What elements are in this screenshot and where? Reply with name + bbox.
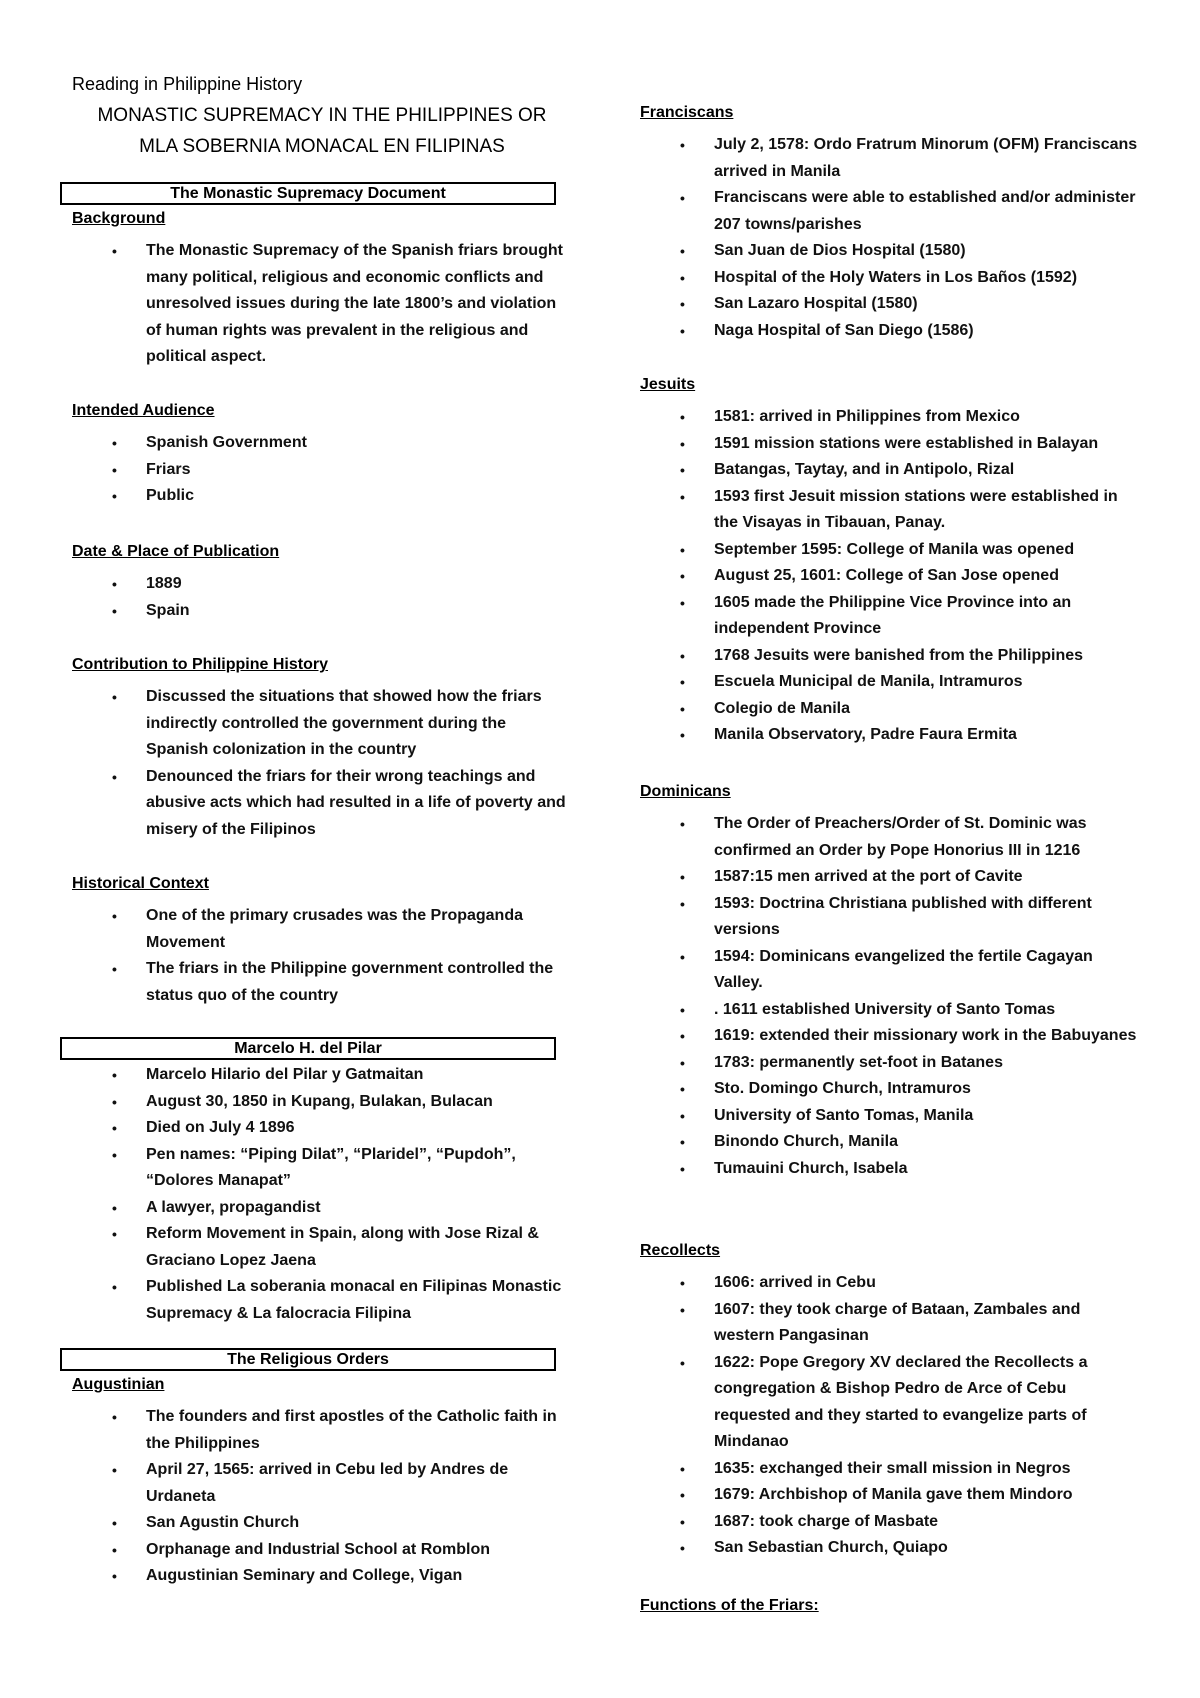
- section-intended-audience: [72, 400, 572, 510]
- bullet-icon: •: [680, 322, 685, 339]
- section-recollects: [640, 1240, 1140, 1562]
- bullet-icon: •: [112, 1199, 117, 1216]
- list-item: [640, 1482, 1140, 1509]
- bullet-icon: •: [680, 190, 685, 206]
- bullet-icon: •: [112, 689, 117, 705]
- document-title: [72, 100, 572, 162]
- bullet-icon: •: [112, 1146, 117, 1163]
- section-publication: [72, 541, 572, 624]
- list-item: [640, 643, 1140, 670]
- list-item: [640, 891, 1140, 944]
- bullet-icon: •: [680, 816, 685, 832]
- bullet-icon: •: [112, 602, 117, 619]
- section-historical-context: [72, 873, 572, 1009]
- section-del-pilar: [72, 1060, 572, 1327]
- bullet-icon: •: [680, 948, 685, 965]
- list-item-text: The friars in the Philippine government controlled the status quo of the country: [146, 960, 554, 1004]
- bullet-icon: •: [680, 1460, 685, 1477]
- title-line-1: MONASTIC SUPREMACY IN THE PHILIPPINES OR: [97, 105, 547, 126]
- list-item-text: Binondo Church, Manila: [714, 1133, 898, 1150]
- list-item-text: August 30, 1850 in Kupang, Bulakan, Bulacan: [146, 1092, 493, 1110]
- list-item: [640, 722, 1140, 749]
- section-title-augustinian: Augustinian: [72, 1376, 165, 1393]
- list-item: [72, 1195, 572, 1222]
- list-item: [640, 132, 1140, 185]
- bullet-icon: •: [680, 137, 685, 153]
- section-contribution: [72, 654, 572, 843]
- bullet-icon: •: [112, 1120, 117, 1136]
- bullet-icon: •: [680, 647, 685, 664]
- background-list: [72, 238, 572, 371]
- bullet-icon: •: [680, 269, 685, 286]
- list-item-text: The Monastic Supremacy of the Spanish friars brought many political, religious and economic conflicts and unresolved issues during the late 1800’s and violation of human rights was prevalent in the religious and political aspect.: [146, 242, 563, 365]
- dominicans-list: [640, 811, 1140, 1182]
- list-item: [640, 696, 1140, 723]
- list-item-text: Friars: [146, 460, 191, 478]
- bullet-icon: •: [680, 243, 685, 259]
- context-list: [72, 903, 572, 1009]
- bullet-icon: •: [680, 1301, 685, 1318]
- list-item-text: 1783: permanently set-foot in Batanes: [714, 1053, 1003, 1071]
- list-item-text: Died on July 4 1896: [146, 1119, 295, 1136]
- list-item-text: Batangas, Taytay, and in Antipolo, Rizal: [714, 461, 1015, 478]
- section-title-contribution: Contribution to Philippine History: [72, 656, 328, 673]
- list-item-text: The founders and first apostles of the Catholic faith in the Philippines: [146, 1408, 557, 1452]
- course-title: Reading in Philippine History: [72, 74, 303, 94]
- section-title-audience: Intended Audience: [72, 402, 215, 419]
- bullet-icon: •: [680, 869, 685, 885]
- bullet-icon: •: [112, 908, 117, 924]
- list-item-text: 1889: [146, 575, 182, 592]
- list-item: [72, 1537, 572, 1564]
- list-item: [640, 563, 1140, 590]
- list-item-text: 1607: they took charge of Bataan, Zambales and western Pangasinan: [714, 1300, 1081, 1344]
- list-item-text: Spanish Government: [146, 434, 307, 451]
- list-item-text: 1687: took charge of Masbate: [714, 1512, 939, 1530]
- bullet-icon: •: [112, 576, 117, 592]
- list-item: [640, 238, 1140, 265]
- bullet-icon: •: [112, 488, 117, 504]
- del-pilar-list: [72, 1062, 572, 1327]
- list-item: [72, 483, 572, 510]
- list-item-text: 1606: arrived in Cebu: [714, 1274, 876, 1291]
- bullet-icon: •: [112, 961, 117, 977]
- list-item: [640, 1129, 1140, 1156]
- list-item: [640, 997, 1140, 1024]
- list-item: [640, 1297, 1140, 1350]
- list-item-text: Marcelo Hilario del Pilar y Gatmaitan: [146, 1066, 424, 1083]
- list-item-text: Tumauini Church, Isabela: [714, 1159, 908, 1177]
- bullet-icon: •: [112, 435, 117, 451]
- list-item-text: San Lazaro Hospital (1580): [714, 295, 918, 312]
- list-item: [640, 1535, 1140, 1562]
- section-dominicans: [640, 781, 1140, 1182]
- section-title-publication: Date & Place of Publication: [72, 543, 280, 560]
- list-item-text: San Juan de Dios Hospital (1580): [714, 242, 966, 259]
- list-item: [72, 598, 572, 625]
- bullet-icon: •: [112, 1226, 117, 1242]
- list-item: [72, 1142, 572, 1195]
- list-item-text: Discussed the situations that showed how the friars indirectly controlled the government during the Spanish colonization in the country: [146, 688, 542, 758]
- list-item: [640, 484, 1140, 537]
- bullet-icon: •: [112, 1462, 117, 1478]
- section-title-jesuits: Jesuits: [640, 376, 696, 393]
- bullet-icon: •: [112, 1067, 117, 1083]
- section-title-background: Background: [72, 210, 166, 227]
- jesuits-list: [640, 404, 1140, 749]
- list-item-text: 1587:15 men arrived at the port of Cavite: [714, 868, 1023, 885]
- list-item-text: Pen names: “Piping Dilat”, “Plaridel”, “Pupdoh”, “Dolores Manapat”: [146, 1145, 516, 1189]
- list-item: [640, 1023, 1140, 1050]
- list-item-text: A lawyer, propagandist: [146, 1198, 321, 1216]
- list-item-text: 1591 mission stations were established in Balayan: [714, 434, 1099, 452]
- list-item: [640, 811, 1140, 864]
- bullet-icon: •: [680, 1275, 685, 1291]
- section-functions: [640, 1595, 1140, 1617]
- list-item-text: Sto. Domingo Church, Intramuros: [714, 1080, 971, 1097]
- bullet-icon: •: [112, 1409, 117, 1425]
- bullet-icon: •: [680, 409, 685, 425]
- list-item: [640, 1050, 1140, 1077]
- list-item: [72, 457, 572, 484]
- section-box-religious-orders: The Religious Orders: [60, 1348, 556, 1371]
- bullet-icon: •: [680, 488, 685, 505]
- list-item: [640, 431, 1140, 458]
- list-item-text: 1593: Doctrina Christiana published with different versions: [714, 894, 1092, 938]
- list-item: [640, 185, 1140, 238]
- list-item-text: Augustinian Seminary and College, Vigan: [146, 1567, 463, 1584]
- list-item-text: Denounced the friars for their wrong teachings and abusive acts which had resulted in a life of poverty and misery of the Filipinos: [146, 767, 566, 838]
- bullet-icon: •: [112, 1093, 117, 1110]
- bullet-icon: •: [680, 435, 685, 452]
- list-item-text: 1679: Archbishop of Manila gave them Mindoro: [714, 1486, 1073, 1503]
- list-item: [72, 430, 572, 457]
- list-item-text: Hospital of the Holy Waters in Los Baños (1592): [714, 268, 1078, 286]
- section-jesuits: [640, 374, 1140, 749]
- list-item: [72, 903, 572, 956]
- section-title-dominicans: Dominicans: [640, 783, 731, 800]
- list-item-text: San Agustin Church: [146, 1514, 300, 1531]
- list-item: [640, 864, 1140, 891]
- list-item-text: University of Santo Tomas, Manila: [714, 1106, 974, 1124]
- list-item-text: The Order of Preachers/Order of St. Dominic was confirmed an Order by Pope Honorius III in 1216: [714, 815, 1087, 859]
- list-item-text: 1581: arrived in Philippines from Mexico: [714, 408, 1020, 425]
- list-item: [640, 1270, 1140, 1297]
- list-item-text: April 27, 1565: arrived in Cebu led by Andres de Urdaneta: [146, 1461, 509, 1505]
- list-item: [72, 1115, 572, 1142]
- section-background: [72, 208, 572, 371]
- bullet-icon: •: [680, 1160, 685, 1177]
- section-title-franciscans: Franciscans: [640, 104, 734, 121]
- augustinian-list: [72, 1404, 572, 1590]
- list-item: [72, 1563, 572, 1590]
- list-item-text: August 25, 1601: College of San Jose opened: [714, 567, 1059, 584]
- list-item: [72, 1089, 572, 1116]
- section-box-monastic-document: The Monastic Supremacy Document: [60, 182, 556, 205]
- section-box-del-pilar: Marcelo H. del Pilar: [60, 1037, 556, 1060]
- bullet-icon: •: [680, 700, 685, 717]
- list-item: [640, 590, 1140, 643]
- section-title-context: Historical Context: [72, 875, 209, 892]
- bullet-icon: •: [112, 1279, 117, 1295]
- bullet-icon: •: [680, 1081, 685, 1097]
- list-item: [640, 1456, 1140, 1483]
- contribution-list: [72, 684, 572, 843]
- bullet-icon: •: [680, 895, 685, 912]
- list-item-text: . 1611 established University of Santo Tomas: [714, 1000, 1056, 1018]
- list-item-text: 1593 first Jesuit mission stations were established in the Visayas in Tibauan, Panay.: [714, 487, 1118, 531]
- title-line-2: MLA SOBERNIA MONACAL EN FILIPINAS: [139, 136, 505, 157]
- section-augustinian: [72, 1374, 572, 1590]
- list-item: [72, 238, 572, 371]
- bullet-icon: •: [680, 296, 685, 312]
- list-item: [640, 1350, 1140, 1456]
- list-item: [640, 265, 1140, 292]
- bullet-icon: •: [680, 727, 685, 743]
- bullet-icon: •: [680, 541, 685, 558]
- bullet-icon: •: [680, 1513, 685, 1530]
- list-item-text: 1768 Jesuits were banished from the Philippines: [714, 646, 1084, 664]
- list-item: [72, 1274, 572, 1327]
- bullet-icon: •: [112, 1515, 117, 1531]
- section-title-functions: Functions of the Friars:: [640, 1597, 819, 1614]
- list-item: [640, 1076, 1140, 1103]
- list-item: [640, 669, 1140, 696]
- bullet-icon: •: [112, 461, 117, 478]
- list-item-text: Orphanage and Industrial School at Romblon: [146, 1540, 491, 1558]
- list-item: [72, 1457, 572, 1510]
- section-title-recollects: Recollects: [640, 1242, 721, 1259]
- bullet-icon: •: [680, 1001, 685, 1018]
- bullet-icon: •: [680, 1354, 685, 1371]
- audience-list: [72, 430, 572, 510]
- bullet-icon: •: [680, 462, 685, 478]
- bullet-icon: •: [112, 1541, 117, 1558]
- bullet-icon: •: [680, 674, 685, 690]
- list-item: [640, 457, 1140, 484]
- list-item: [72, 1221, 572, 1274]
- list-item: [72, 956, 572, 1009]
- list-item-text: Reform Movement in Spain, along with Jose Rizal & Graciano Lopez Jaena: [146, 1225, 539, 1269]
- list-item-text: Escuela Municipal de Manila, Intramuros: [714, 673, 1023, 690]
- bullet-icon: •: [680, 1540, 685, 1556]
- list-item-text: July 2, 1578: Ordo Fratrum Minorum (OFM) Franciscans arrived in Manila: [714, 136, 1138, 180]
- list-item-text: 1622: Pope Gregory XV declared the Recollects a congregation & Bishop Pedro de Arce of Cebu requested and they started to evangelize parts of Mindanao: [714, 1353, 1088, 1450]
- bullet-icon: •: [112, 243, 117, 259]
- bullet-icon: •: [112, 1568, 117, 1584]
- list-item-text: Franciscans were able to established and/or administer 207 towns/parishes: [714, 189, 1136, 233]
- list-item: [640, 1103, 1140, 1130]
- franciscans-list: [640, 132, 1140, 344]
- list-item: [640, 1509, 1140, 1536]
- bullet-icon: •: [680, 1107, 685, 1124]
- list-item: [72, 1062, 572, 1089]
- list-item: [72, 764, 572, 844]
- list-item-text: 1594: Dominicans evangelized the fertile Cagayan Valley.: [714, 947, 1093, 991]
- list-item: [640, 318, 1140, 345]
- bullet-icon: •: [112, 768, 117, 785]
- bullet-icon: •: [680, 568, 685, 584]
- list-item-text: Published La soberania monacal en Filipinas Monastic Supremacy & La falocracia Filipina: [146, 1278, 562, 1322]
- list-item-text: Spain: [146, 601, 190, 619]
- list-item: [72, 684, 572, 764]
- list-item-text: 1635: exchanged their small mission in Negros: [714, 1459, 1071, 1477]
- recollects-list: [640, 1270, 1140, 1562]
- list-item-text: Naga Hospital of San Diego (1586): [714, 321, 974, 339]
- list-item-text: San Sebastian Church, Quiapo: [714, 1539, 948, 1556]
- list-item-text: One of the primary crusades was the Propaganda Movement: [146, 907, 523, 951]
- list-item: [640, 404, 1140, 431]
- list-item-text: Manila Observatory, Padre Faura Ermita: [714, 726, 1017, 743]
- list-item: [72, 1404, 572, 1457]
- list-item: [640, 537, 1140, 564]
- list-item: [640, 944, 1140, 997]
- list-item-text: Public: [146, 487, 195, 504]
- list-item: [640, 1156, 1140, 1183]
- publication-list: [72, 571, 572, 624]
- list-item: [72, 1510, 572, 1537]
- section-franciscans: [640, 102, 1140, 344]
- bullet-icon: •: [680, 1028, 685, 1044]
- bullet-icon: •: [680, 1054, 685, 1071]
- bullet-icon: •: [680, 1487, 685, 1503]
- list-item-text: Colegio de Manila: [714, 699, 851, 717]
- list-item-text: 1619: extended their missionary work in the Babuyanes: [714, 1027, 1137, 1044]
- list-item-text: September 1595: College of Manila was opened: [714, 540, 1075, 558]
- list-item: [72, 571, 572, 598]
- list-item: [640, 291, 1140, 318]
- bullet-icon: •: [680, 1134, 685, 1150]
- list-item-text: 1605 made the Philippine Vice Province into an independent Province: [714, 593, 1072, 637]
- bullet-icon: •: [680, 594, 685, 611]
